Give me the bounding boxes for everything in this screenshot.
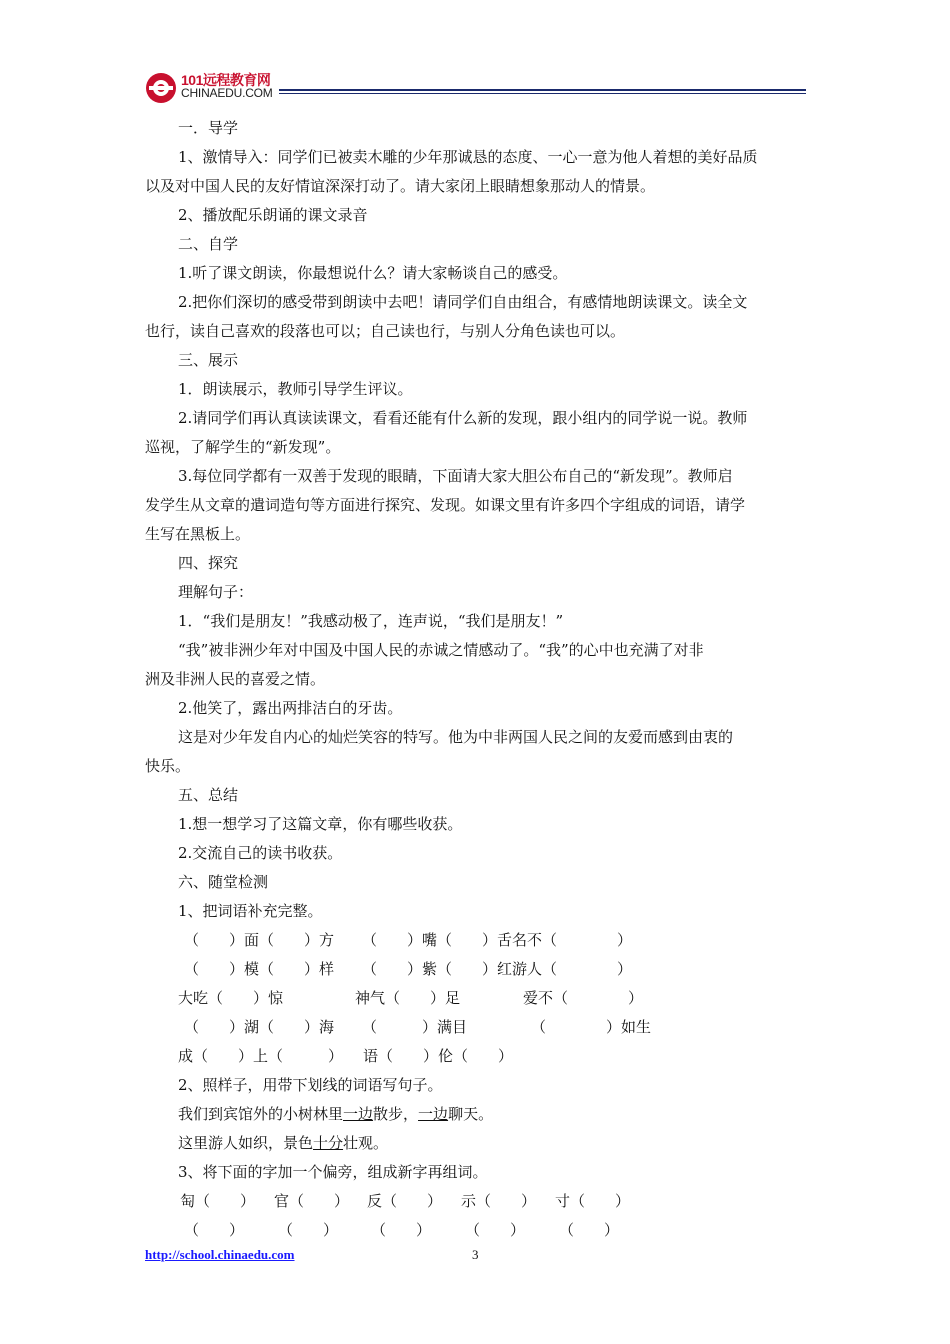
page-number: 3 [472, 1247, 479, 1262]
heading-summary: 五、总结 [178, 786, 239, 804]
fill-row: （ ）面（ ）方 （ ）嘴（ ）舌名不（ ） [184, 931, 633, 949]
text-line: 1.想一想学习了这篇文章，你有哪些收获。 [178, 815, 463, 833]
heading-self-study: 二、自学 [178, 235, 239, 253]
char-row: 匋（ ） 官（ ） 反（ ） 示（ ） 寸（ ） [180, 1192, 631, 1210]
page-footer [145, 1247, 808, 1271]
heading-explore: 四、探究 [178, 554, 239, 572]
document-body [145, 114, 808, 1245]
text-line: 1．朗读展示，教师引导学生评议。 [178, 380, 413, 398]
paragraph-explain-1: “我”被非洲少年对中国及中国人民的赤诚之情感动了。“我”的心中也充满了对非 洲及非洲人民的喜爱之情。 [145, 641, 704, 688]
exercise-3-title: 3、将下面的字加一个偏旁，组成新字再组词。 [178, 1163, 488, 1181]
fill-row: （ ）湖（ ）海 （ ）满目 （ ）如生 [184, 1018, 652, 1036]
blank-row: （ ） （ ） （ ） （ ） （ ） [184, 1221, 620, 1239]
fill-row: 成（ ）上（ ） 语（ ）伦（ ） [178, 1047, 514, 1065]
chinaedu-logo-icon [143, 66, 183, 106]
heading-show: 三、展示 [178, 351, 239, 369]
header-rule [279, 89, 806, 91]
example-sentence-1: 我们到宾馆外的小树林里一边散步，一边聊天。 [178, 1105, 494, 1123]
underlined-word: 一边 [418, 1105, 449, 1123]
paragraph-reading: 2.把你们深切的感受带到朗读中去吧！请同学们自由组合，有感情地朗读课文。读全文 也行，读自己喜欢的段落也可以；自己读也行，与别人分角色读也可以。 [145, 293, 748, 340]
logo-title: 101远程教育网 [181, 72, 271, 88]
exercise-1-title: 1、把词语补充完整。 [178, 902, 323, 920]
page-header [143, 66, 806, 110]
footer-link[interactable]: http://school.chinaedu.com [145, 1247, 295, 1262]
logo-domain: CHINAEDU.COM [181, 86, 273, 100]
fill-row: 大吃（ ）惊 神气（ ）足 爱不（ ） [178, 989, 644, 1007]
text-line: 1．“我们是朋友！”我感动极了，连声说，“我们是朋友！” [178, 612, 564, 630]
exercise-2-title: 2、照样子，用带下划线的词语写句子。 [178, 1076, 443, 1094]
underlined-word: 十分 [313, 1134, 344, 1152]
heading-guide: 一．导学 [178, 119, 239, 137]
header-rule-thin [279, 93, 806, 94]
paragraph-intro: 1、激情导入：同学们已被卖木雕的少年那诚恳的态度、一心一意为他人着想的美好品质 以及对中国人民的友好情谊深深打动了。请大家闭上眼睛想象那动人的情景。 [145, 148, 758, 195]
example-sentence-2: 这里游人如织，景色十分壮观。 [178, 1134, 389, 1152]
text-line: 1.听了课文朗读，你最想说什么？请大家畅谈自己的感受。 [178, 264, 568, 282]
underlined-word: 一边 [343, 1105, 374, 1123]
text-line: 2.交流自己的读书收获。 [178, 844, 343, 862]
paragraph-new-findings: 3.每位同学都有一双善于发现的眼睛，下面请大家大胆公布自己的“新发现”。教师启 发学生从文章的遣词造句等方面进行探究、发现。如课文里有许多四个字组成的词语，请学 生写在黑板上。 [145, 467, 746, 543]
fill-row: （ ）模（ ）样 （ ）紫（ ）红游人（ ） [184, 960, 633, 978]
text-line: 2.他笑了，露出两排洁白的牙齿。 [178, 699, 403, 717]
heading-quiz: 六、随堂检测 [178, 873, 269, 891]
paragraph-discover: 2.请同学们再认真读读课文，看看还能有什么新的发现，跟小组内的同学说一说。教师 巡视，了解学生的“新发现”。 [145, 409, 748, 456]
paragraph-explain-2: 这是对少年发自内心的灿烂笑容的特写。他为中非两国人民之间的友爱而感到由衷的 快乐。 [145, 728, 734, 775]
text-line: 2、播放配乐朗诵的课文录音 [178, 206, 368, 224]
text-line: 理解句子： [178, 583, 254, 601]
